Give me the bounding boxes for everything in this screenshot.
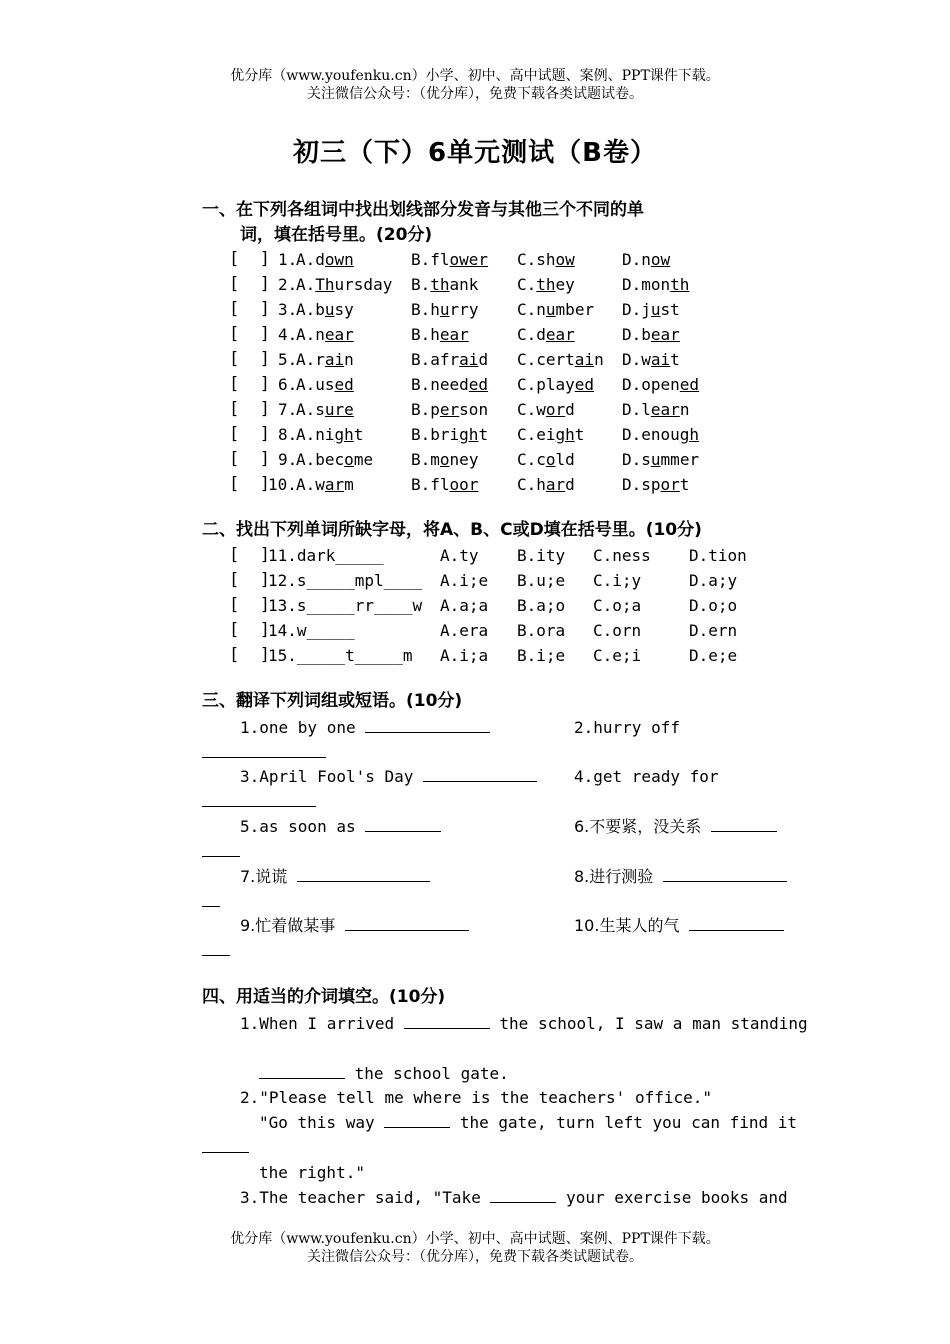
answer-bracket[interactable]: [ ]: [229, 349, 270, 369]
translate-item: 9.忙着做某事: [240, 913, 469, 938]
option-c: C.cold: [517, 450, 575, 469]
option-b: B.floor: [411, 475, 479, 494]
option-c: C.number: [517, 300, 595, 319]
option-a: A.busy: [296, 300, 354, 319]
option-a: A.night: [296, 425, 364, 444]
option-c: C.dear: [517, 325, 575, 344]
translate-item: 4.get ready for: [574, 767, 719, 786]
answer-bracket[interactable]: [ ]: [229, 399, 270, 419]
answer-bracket[interactable]: [ ]: [229, 645, 270, 665]
question-stem: 12.s_____mpl____: [268, 571, 423, 590]
option-d: D.tion: [689, 546, 747, 565]
answer-bracket[interactable]: [ ]: [229, 274, 270, 294]
answer-bracket[interactable]: [ ]: [229, 374, 270, 394]
answer-bracket[interactable]: [ ]: [229, 545, 270, 565]
translate-item: 8.进行测验: [574, 864, 787, 889]
translate-item: 7.说谎: [240, 864, 430, 889]
option-c: C.word: [517, 400, 575, 419]
question-number: 9.: [278, 450, 298, 469]
option-d: D.wait: [622, 350, 680, 369]
answer-bracket[interactable]: [ ]: [229, 424, 270, 444]
option-b: B.u;e: [517, 571, 566, 590]
option-c: C.certain: [517, 350, 604, 369]
translate-item: 5.as soon as: [240, 814, 441, 839]
option-b: B.afraid: [411, 350, 489, 369]
answer-bracket[interactable]: [ ]: [229, 324, 270, 344]
section-1-heading: 一、在下列各组词中找出划线部分发音与其他三个不同的单 词，填在括号里。(20分): [202, 200, 644, 245]
option-b: B.hurry: [411, 300, 479, 319]
option-a: A.used: [296, 375, 354, 394]
question-number: 2.: [278, 275, 298, 294]
option-a: A.become: [296, 450, 374, 469]
question-number: 7.: [278, 400, 298, 419]
question-stem: 15._____t_____m: [268, 646, 413, 665]
option-c: C.i;y: [593, 571, 642, 590]
option-d: D.ern: [689, 621, 738, 640]
option-a: A.near: [296, 325, 354, 344]
answer-bracket[interactable]: [ ]: [229, 595, 270, 615]
option-b: B.i;e: [517, 646, 566, 665]
answer-bracket[interactable]: [ ]: [229, 249, 270, 269]
translate-item: 10.生某人的气: [574, 913, 784, 938]
option-d: D.o;o: [689, 596, 738, 615]
option-d: D.just: [622, 300, 680, 319]
translate-item: 3.April Fool's Day: [240, 764, 537, 789]
preposition-item: 1.When I arrived the school, I saw a man standing: [240, 1014, 808, 1033]
preposition-item: 2."Please tell me where is the teachers' office.": [240, 1088, 713, 1107]
question-number: 6.: [278, 375, 298, 394]
option-c: C.they: [517, 275, 575, 294]
option-b: B.person: [411, 400, 489, 419]
answer-bracket[interactable]: [ ]: [229, 620, 270, 640]
option-d: D.bear: [622, 325, 680, 344]
answer-bracket[interactable]: [ ]: [229, 299, 270, 319]
option-d: D.summer: [622, 450, 700, 469]
option-b: B.bright: [411, 425, 489, 444]
option-a: A.down: [296, 250, 354, 269]
question-stem: 13.s_____rr____w: [268, 596, 423, 615]
option-b: B.thank: [411, 275, 479, 294]
option-d: D.opened: [622, 375, 700, 394]
question-stem: 11.dark_____: [268, 546, 384, 565]
option-b: B.ity: [517, 546, 566, 565]
option-c: C.e;i: [593, 646, 642, 665]
section-2-heading: 二、找出下列单词所缺字母，将A、B、C或D填在括号里。(10分): [202, 520, 702, 540]
option-b: B.money: [411, 450, 479, 469]
option-d: D.month: [622, 275, 690, 294]
question-number: 3.: [278, 300, 298, 319]
answer-bracket[interactable]: [ ]: [229, 449, 270, 469]
option-d: D.now: [622, 250, 671, 269]
option-c: C.hard: [517, 475, 575, 494]
option-c: C.show: [517, 250, 575, 269]
option-a: A.i;a: [440, 646, 489, 665]
question-number: 8.: [278, 425, 298, 444]
option-b: B.flower: [411, 250, 489, 269]
page-footer: [0, 1230, 950, 1266]
option-a: A.Thursday: [296, 275, 393, 294]
option-b: B.a;o: [517, 596, 566, 615]
option-c: C.eight: [517, 425, 585, 444]
page-title: 初三（下）6单元测试（B卷）: [293, 138, 657, 168]
question-stem: 14.w_____: [268, 621, 355, 640]
question-number: 4.: [278, 325, 298, 344]
footer-line-2: 关注微信公众号：（优分库），免费下载各类试题试卷。: [307, 1249, 643, 1265]
option-d: D.enough: [622, 425, 700, 444]
translate-item: 1.one by one: [240, 715, 490, 740]
option-a: A.rain: [296, 350, 354, 369]
option-d: D.a;y: [689, 571, 738, 590]
option-a: A.ty: [440, 546, 479, 565]
question-number: 1.: [278, 250, 298, 269]
option-a: A.sure: [296, 400, 354, 419]
footer-line-1: 优分库（www.youfenku.cn）小学、初中、高中试题、案例、PPT课件下载。: [230, 1231, 720, 1247]
header-line-2: 关注微信公众号：（优分库），免费下载各类试题试卷。: [307, 86, 643, 102]
option-c: C.orn: [593, 621, 642, 640]
option-b: B.needed: [411, 375, 489, 394]
page-header: [0, 67, 950, 103]
option-a: A.a;a: [440, 596, 489, 615]
option-c: C.ness: [593, 546, 651, 565]
option-d: D.learn: [622, 400, 690, 419]
header-line-1: 优分库（www.youfenku.cn）小学、初中、高中试题、案例、PPT课件下载。: [230, 68, 720, 84]
question-number: 5.: [278, 350, 298, 369]
preposition-item: 3.The teacher said, "Take your exercise books and: [240, 1188, 788, 1207]
translate-item: 6.不要紧，没关系: [574, 814, 777, 839]
answer-bracket[interactable]: [ ]: [229, 570, 270, 590]
option-b: B.ora: [517, 621, 566, 640]
option-a: A.i;e: [440, 571, 489, 590]
option-a: A.warm: [296, 475, 354, 494]
question-number: 10.: [268, 475, 297, 494]
option-b: B.hear: [411, 325, 469, 344]
translate-item: 2.hurry off: [574, 718, 680, 737]
option-c: C.o;a: [593, 596, 642, 615]
option-c: C.played: [517, 375, 595, 394]
answer-bracket[interactable]: [ ]: [229, 474, 270, 494]
section-3-heading: 三、翻译下列词组或短语。(10分): [202, 691, 463, 711]
option-a: A.era: [440, 621, 489, 640]
option-d: D.e;e: [689, 646, 738, 665]
section-4-heading: 四、用适当的介词填空。(10分): [202, 987, 446, 1007]
option-d: D.sport: [622, 475, 690, 494]
